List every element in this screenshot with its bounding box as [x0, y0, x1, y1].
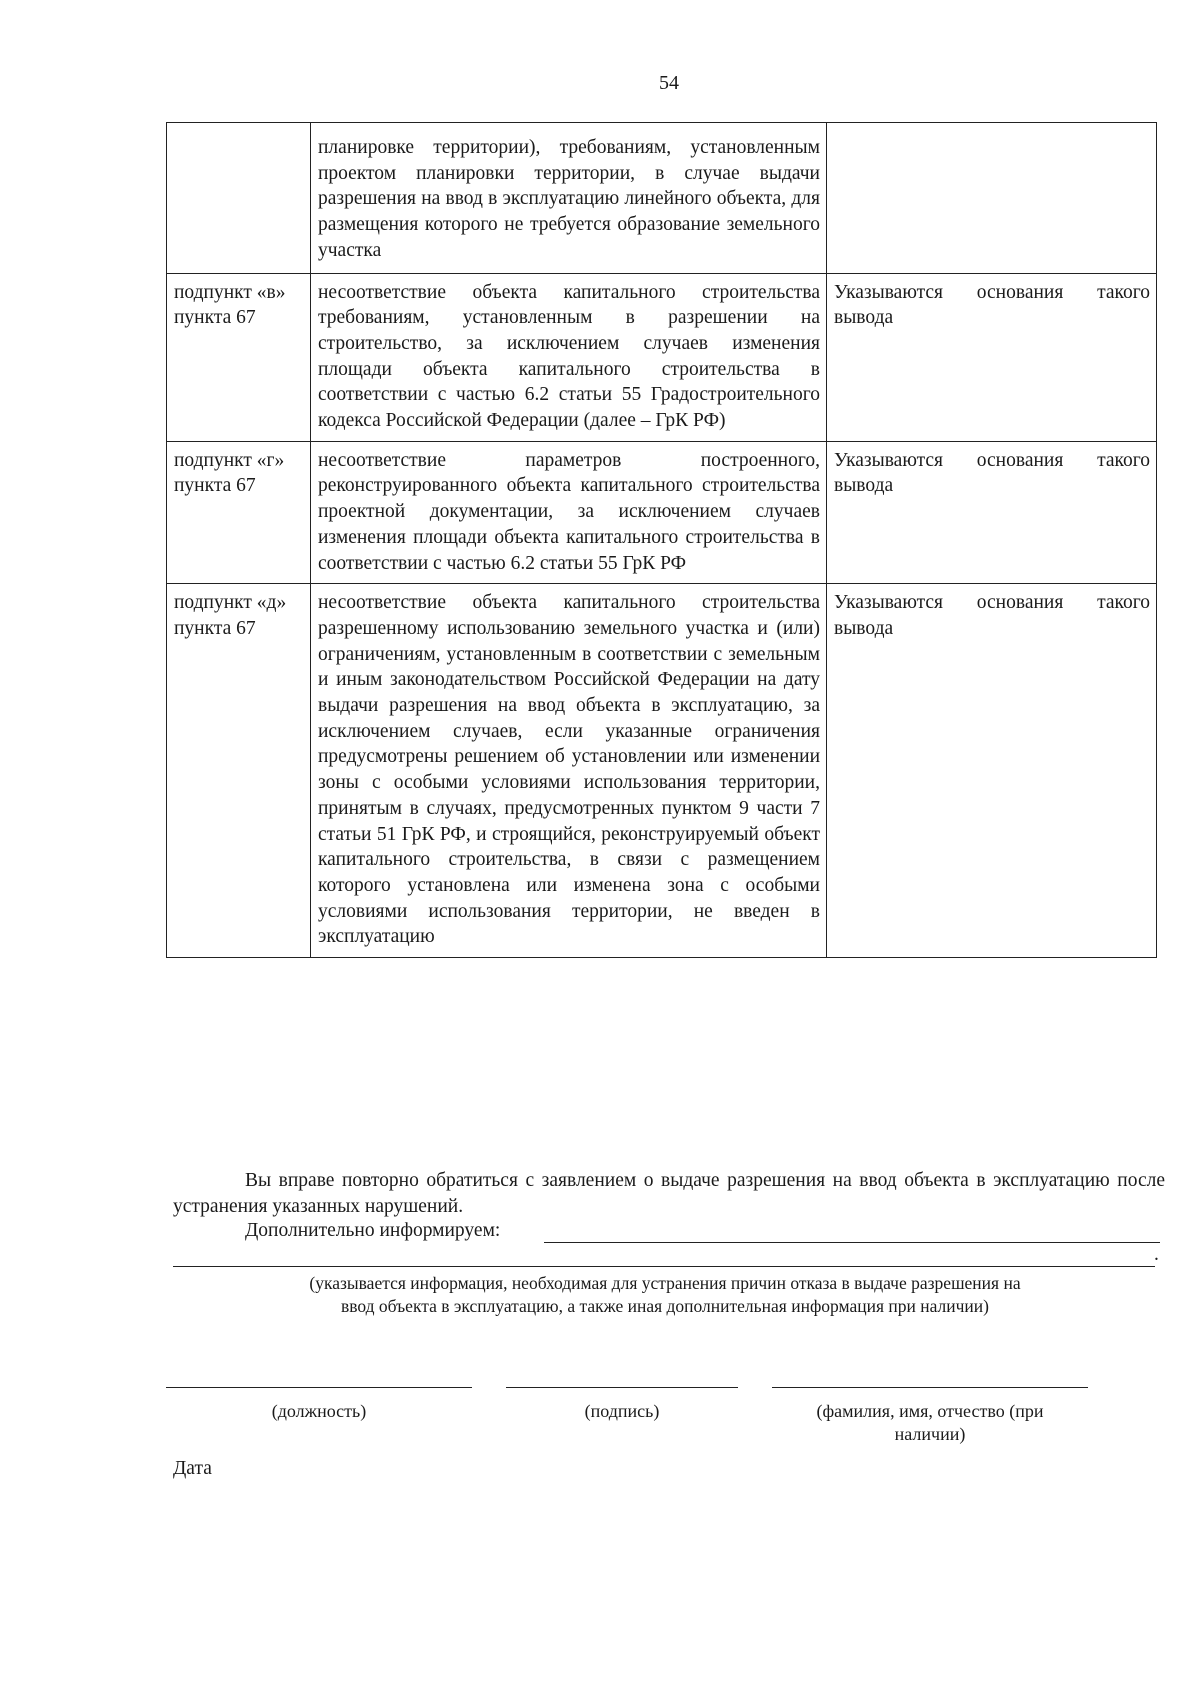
explanation-cell: Указываются основания такого вывода: [827, 584, 1157, 958]
explanation-cell: Указываются основания такого вывода: [827, 441, 1157, 584]
table-row: [167, 441, 1157, 584]
end-period: .: [1154, 1244, 1159, 1265]
reason-cell: несоответствие объекта капитального строительства разрешенному использованию земельного участка и (или) ограничениям, установленным в соответствии с земельным и иным законодательством Российской Федерации на дату выдачи разрешения на ввод объекта в эксплуатацию, за исключением случаев, если указанные ограничения предусмотрены решением об установлении или изменении зоны с особыми условиями использования территории, принятым в случаях, предусмотренных пунктом 9 части 7 статьи 51 ГрК РФ, и строящийся, реконструируемый объект капитального строительства, в связи с размещением которого установлена или изменена зона с особыми условиями использования территории, не введен в эксплуатацию: [311, 584, 827, 958]
additional-info-line: [173, 1266, 1155, 1267]
additional-info-label: Дополнительно информируем:: [245, 1220, 501, 1241]
ref-cell: подпункт «г» пункта 67: [167, 441, 311, 584]
reason-cell: планировке территории), требованиям, установленным проектом планировки территории, в случае выдачи разрешения на ввод в эксплуатацию линейного объекта, для размещения которого не требуется образование земельного участка: [311, 123, 827, 274]
position-signature-line: [166, 1387, 472, 1388]
page-number: 54: [659, 72, 679, 94]
reapply-paragraph: Вы вправе повторно обратиться с заявлением о выдаче разрешения на ввод объекта в эксплуатацию после устранения указанных нарушений.: [173, 1170, 1165, 1217]
date-label: Дата: [173, 1458, 212, 1479]
position-caption: (должность): [271, 1401, 367, 1421]
additional-info-hint: (указывается информация, необходимая для устранения причин отказа в выдаче разрешения на ввод объекта в эксплуатацию, а также иная дополнительная информация при наличии): [309, 1273, 1021, 1316]
explanation-cell: Указываются основания такого вывода: [827, 273, 1157, 441]
name-caption: (фамилия, имя, отчество (при наличии): [816, 1401, 1044, 1444]
table-row: [167, 123, 1157, 274]
additional-info-line: [544, 1242, 1160, 1243]
refusal-reasons-table: [166, 122, 1157, 958]
reason-cell: несоответствие объекта капитального строительства требованиям, установленным в разрешении на строительство, за исключением случаев изменения площади объекта капитального строительства в соответствии с частью 6.2 статьи 55 Градостроительного кодекса Российской Федерации (далее – ГрК РФ): [311, 273, 827, 441]
table-row: [167, 273, 1157, 441]
name-signature-line: [772, 1387, 1088, 1388]
signature-line: [506, 1387, 738, 1388]
ref-cell: подпункт «д» пункта 67: [167, 584, 311, 958]
ref-cell: подпункт «в» пункта 67: [167, 273, 311, 441]
table-row: [167, 584, 1157, 958]
ref-cell: [167, 123, 311, 274]
reason-cell: несоответствие параметров построенного, реконструированного объекта капитального строительства проектной документации, за исключением случаев изменения площади объекта капитального строительства в соответствии с частью 6.2 статьи 55 ГрК РФ: [311, 441, 827, 584]
signature-caption: (подпись): [584, 1401, 660, 1421]
explanation-cell: [827, 123, 1157, 274]
